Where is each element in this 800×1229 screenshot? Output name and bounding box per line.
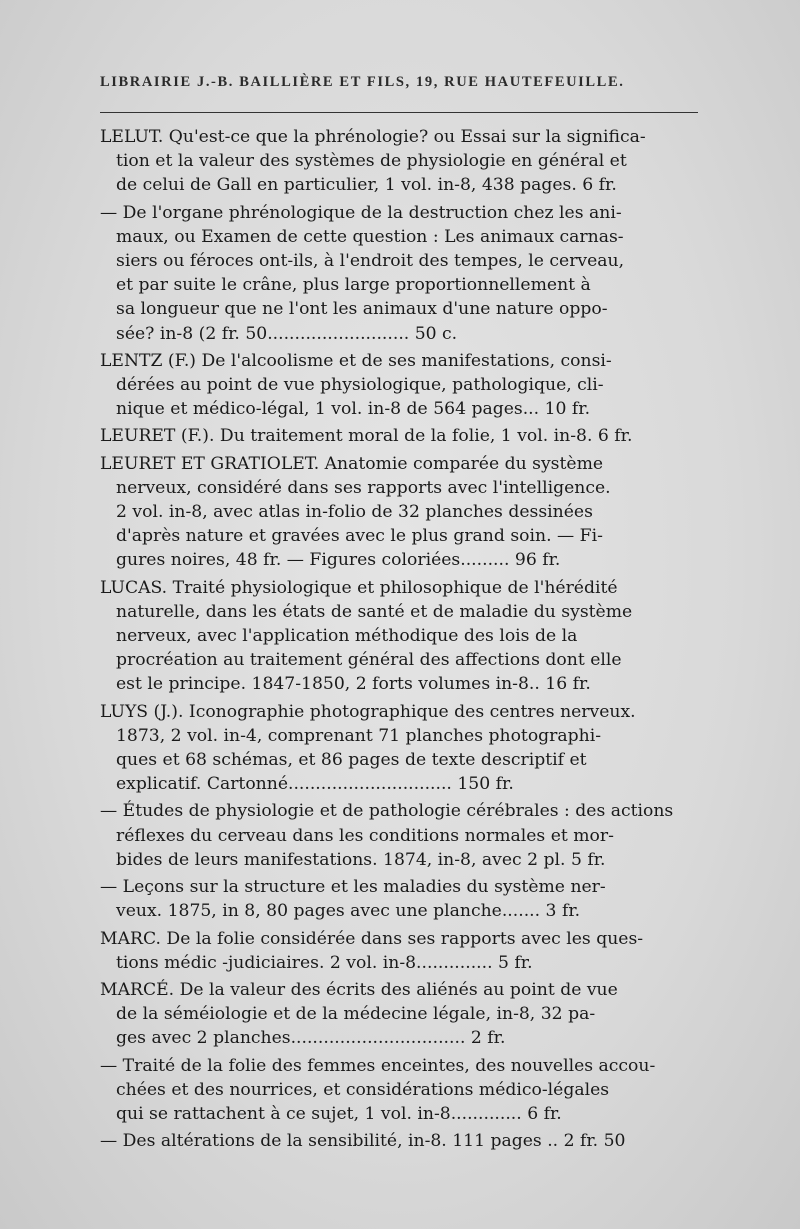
entry-line: d'après nature et gravées avec le plus grand soin. — Fi- <box>116 526 603 547</box>
entry-line: nerveux, considéré dans ses rapports avec l'intelligence. <box>116 477 611 498</box>
entry-line: tion et la valeur des systèmes de physiologie en général et <box>116 151 627 172</box>
entry-first-line: LUYS (J.). Iconographie photographique des centres nerveux. <box>100 701 636 722</box>
entry-first-line: MARC. De la folie considérée dans ses rapports avec les ques- <box>100 928 644 949</box>
entry-line: gures noires, 48 fr. — Figures coloriées......... 96 fr. <box>116 550 561 571</box>
catalog-entry <box>100 125 703 198</box>
entry-line: explicatif. Cartonné.............................. 150 fr. <box>116 774 514 795</box>
entry-line: est le principe. 1847-1850, 2 forts volumes in-8.. 16 fr. <box>116 674 591 695</box>
entry-first-line: LEURET (F.). Du traitement moral de la folie, 1 vol. in-8. 6 fr. <box>100 426 633 447</box>
catalog-entry <box>100 875 703 923</box>
entry-first-line: — Études de physiologie et de pathologie cérébrales : des actions <box>100 801 674 822</box>
entry-line: 1873, 2 vol. in-4, comprenant 71 planches photographi- <box>116 725 602 746</box>
entry-line: chées et des nourrices, et considérations médico-légales <box>116 1079 610 1100</box>
entry-line: qui se rattachent à ce sujet, 1 vol. in-8............. 6 fr. <box>116 1103 562 1124</box>
entry-line: sa longueur que ne l'ont les animaux d'une nature oppo- <box>116 299 608 320</box>
catalog-entry <box>100 799 703 872</box>
entry-line: nerveux, avec l'application méthodique des lois de la <box>116 626 578 647</box>
entry-line: maux, ou Examen de cette question : Les animaux carnas- <box>116 226 624 247</box>
catalog-entry <box>100 1129 703 1153</box>
entry-line: 2 vol. in-8, avec atlas in-folio de 32 planches dessinées <box>116 502 593 523</box>
entry-line: dérées au point de vue physiologique, pathologique, cli- <box>116 375 604 396</box>
entry-line: de la séméiologie et de la médecine légale, in-8, 32 pa- <box>116 1004 596 1025</box>
catalog-entry <box>100 452 703 573</box>
entry-first-line: — Traité de la folie des femmes enceintes, des nouvelles accou- <box>100 1055 656 1076</box>
entry-line: réflexes du cerveau dans les conditions normales et mor- <box>116 825 614 846</box>
catalog-entry <box>100 349 703 422</box>
catalog-entry <box>100 700 703 797</box>
catalog-entries <box>100 125 703 1156</box>
entry-line: bides de leurs manifestations. 1874, in-8, avec 2 pl. 5 fr. <box>116 849 606 870</box>
entry-line: sée? in-8 (2 fr. 50.......................... 50 c. <box>116 323 458 344</box>
entry-first-line: LELUT. Qu'est-ce que la phrénologie? ou Essai sur la significa- <box>100 127 646 147</box>
entry-line: nique et médico-légal, 1 vol. in-8 de 564 pages... 10 fr. <box>116 399 591 420</box>
entry-first-line: MARCÉ. De la valeur des écrits des aliénés au point de vue <box>100 979 618 1000</box>
catalog-entry <box>100 201 703 346</box>
entry-line: de celui de Gall en particulier, 1 vol. in-8, 438 pages. 6 fr. <box>116 175 617 196</box>
catalog-entry <box>100 424 703 448</box>
catalog-entry <box>100 1054 703 1127</box>
catalog-entry <box>100 576 703 697</box>
entry-line: ges avec 2 planches................................ 2 fr. <box>116 1028 506 1049</box>
entry-line: procréation au traitement général des affections dont elle <box>116 650 622 671</box>
entry-line: naturelle, dans les états de santé et de maladie du système <box>116 601 633 622</box>
header-rule <box>100 112 698 113</box>
entry-line: et par suite le crâne, plus large proportionnellement à <box>116 275 591 296</box>
entry-first-line: — Des altérations de la sensibilité, in-8. 111 pages .. 2 fr. 50 <box>100 1131 626 1152</box>
entry-line: ques et 68 schémas, et 86 pages de texte descriptif et <box>116 750 587 771</box>
entry-first-line: — De l'organe phrénologique de la destruction chez les ani- <box>100 202 622 223</box>
page-header: LIBRAIRIE J.-B. BAILLIÈRE ET FILS, 19, RUE HAUTEFEUILLE. <box>100 74 625 90</box>
entry-line: tions médic -judiciaires. 2 vol. in-8.............. 5 fr. <box>116 952 533 973</box>
entry-first-line: LENTZ (F.) De l'alcoolisme et de ses manifestations, consi- <box>100 350 612 371</box>
catalog-entry <box>100 927 703 975</box>
entry-first-line: LEURET ET GRATIOLET. Anatomie comparée du système <box>100 453 604 474</box>
entry-first-line: — Leçons sur la structure et les maladies du système ner- <box>100 877 606 898</box>
entry-line: siers ou féroces ont-ils, à l'endroit des tempes, le cerveau, <box>116 251 625 272</box>
entry-line: veux. 1875, in 8, 80 pages avec une planche....... 3 fr. <box>116 901 581 922</box>
entry-first-line: LUCAS. Traité physiologique et philosophique de l'hérédité <box>100 577 618 598</box>
catalog-entry <box>100 978 703 1051</box>
